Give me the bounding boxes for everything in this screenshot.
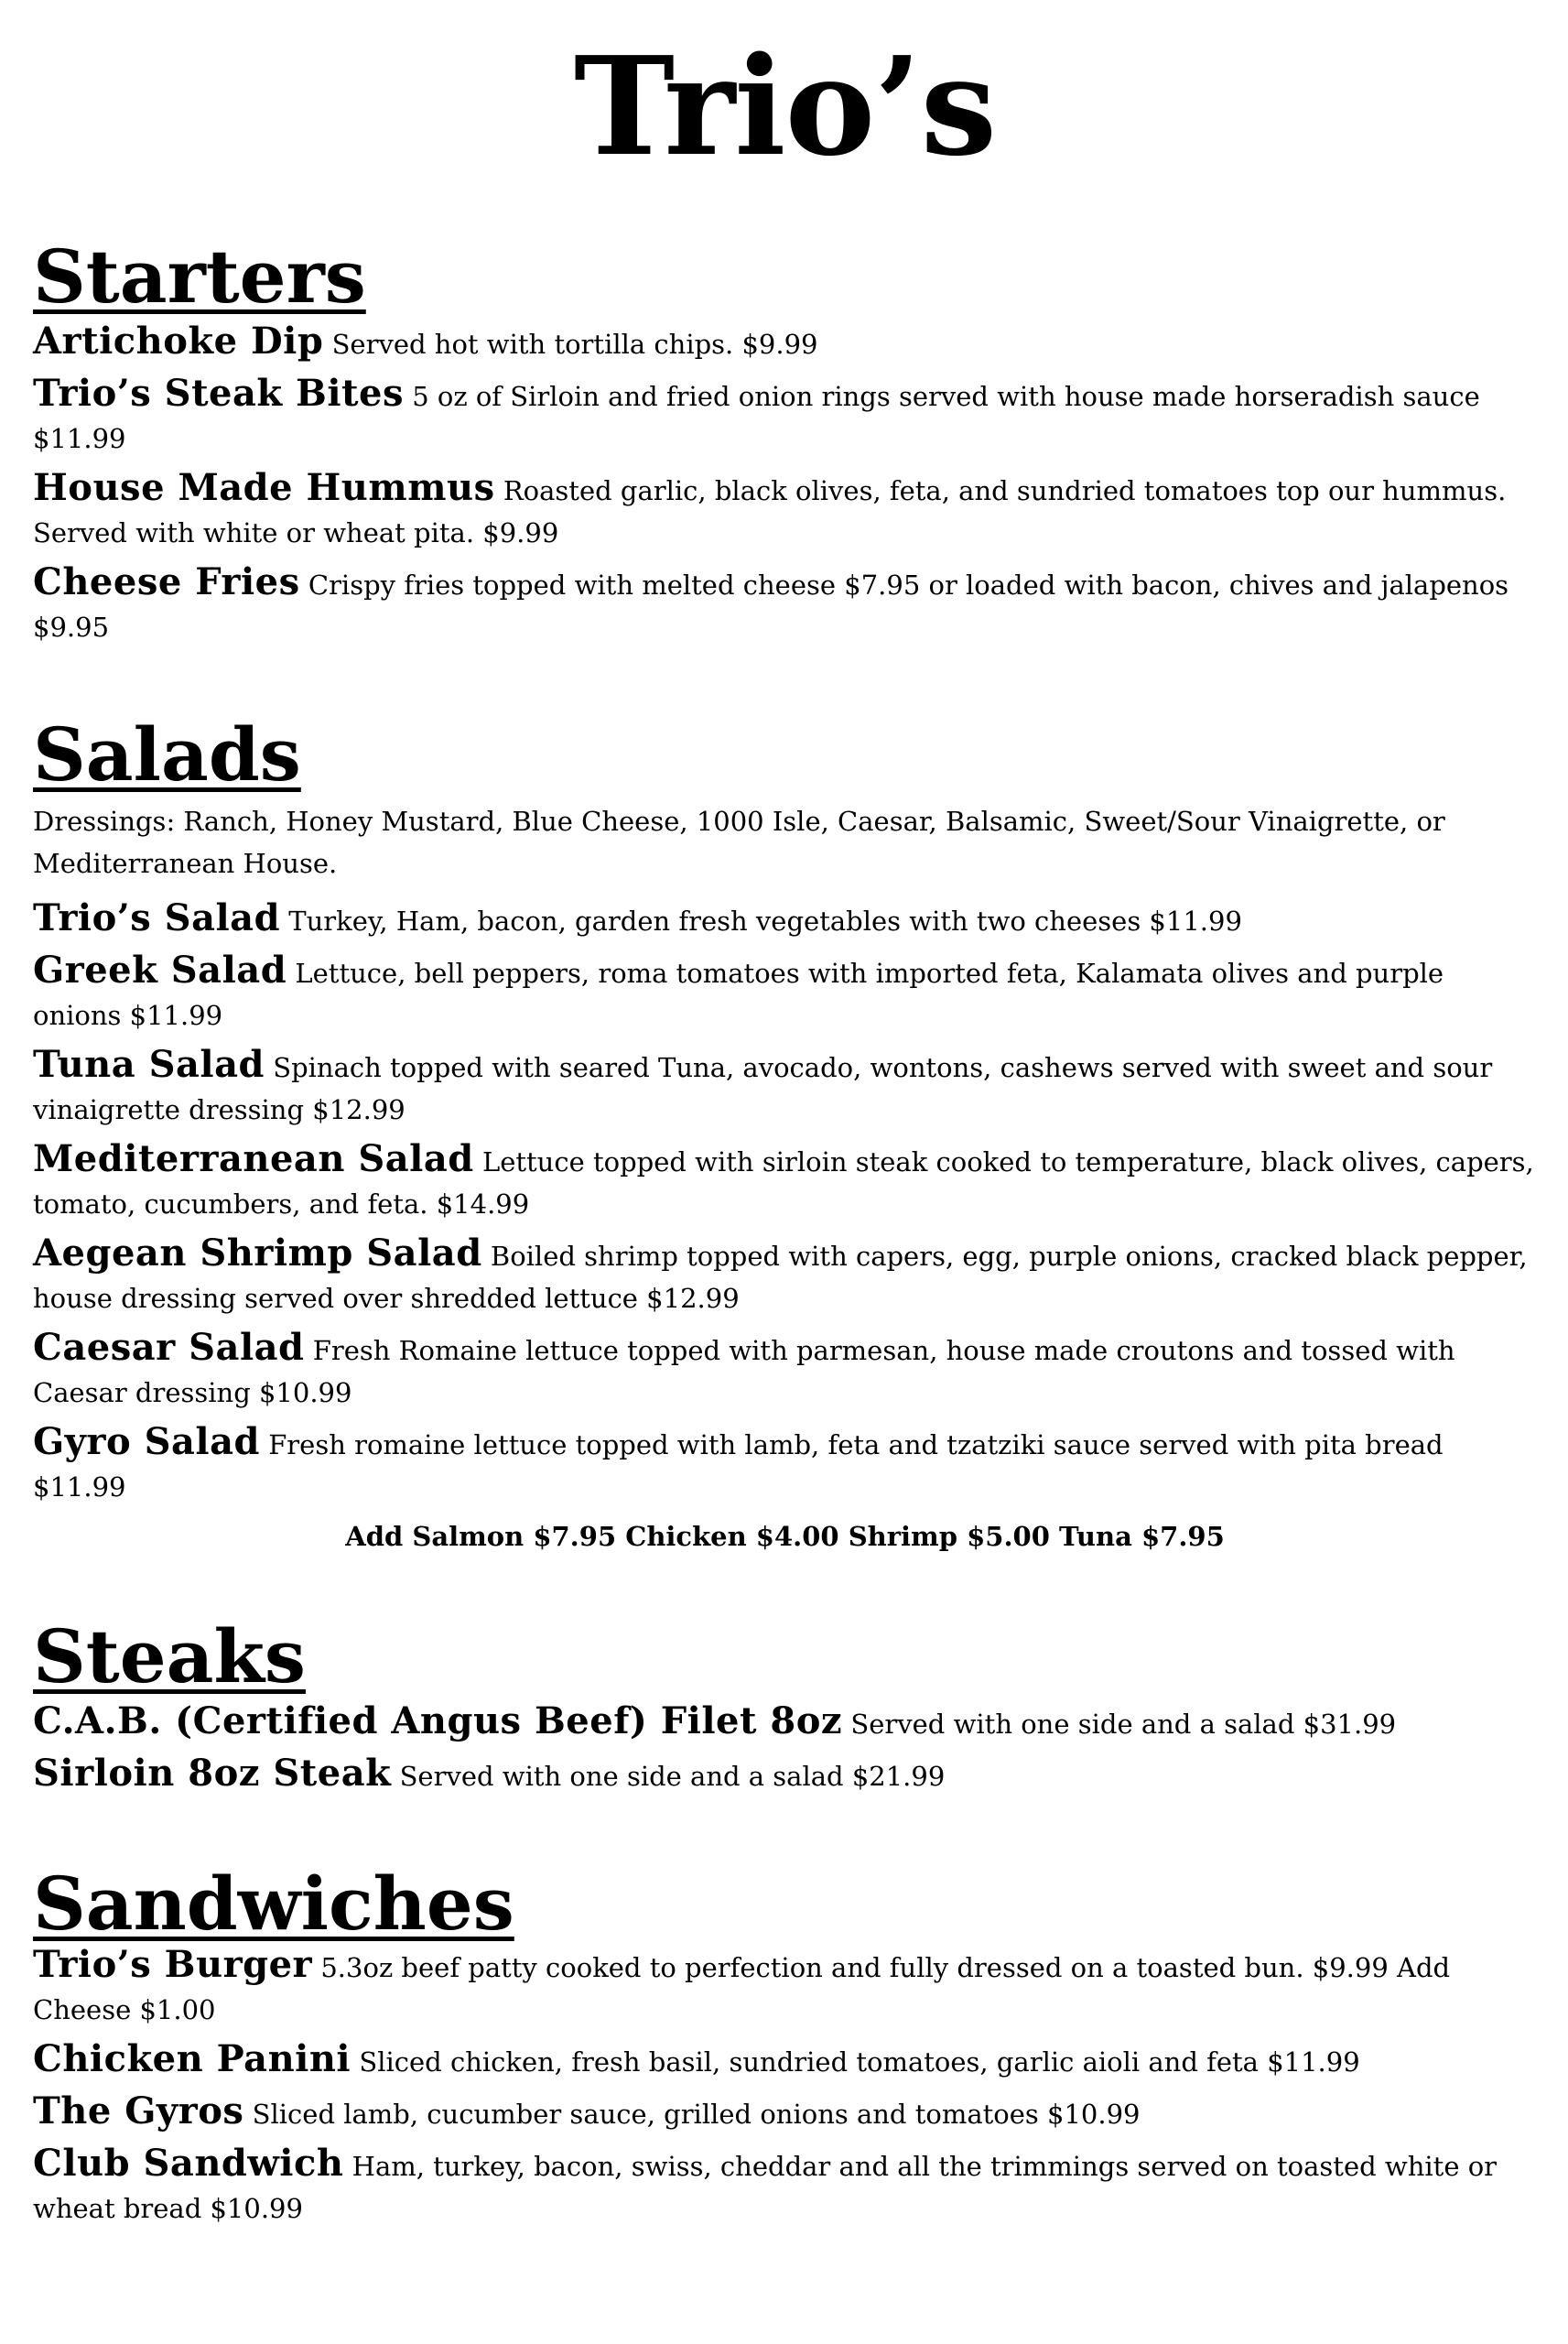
menu-item [33,373,1537,460]
starters-section [33,174,1537,648]
menu-item [33,561,1537,648]
item-name: Caesar Salad [33,1326,305,1369]
item-description: Served with one side and a salad $21.99 [399,1761,946,1792]
item-description: Served with one side and a salad $31.99 [850,1709,1397,1740]
item-description: Fresh Romaine lettuce topped with parmesan, house made croutons and tossed with Caesar dressing $10.99 [33,1335,1455,1408]
starters-heading: Starters [33,233,366,320]
salad-addons: Add Salmon $7.95 Chicken $4.00 Shrimp $5.00 Tuna $7.95 [345,1521,1225,1552]
item-name: Cheese Fries [33,560,300,603]
menu-item [33,2090,1537,2135]
menu-item [33,1044,1537,1131]
menu-item [33,1138,1537,1225]
item-name: House Made Hummus [33,466,495,509]
menu-item [33,1700,1537,1745]
item-description: Fresh romaine lettuce topped with lamb, feta and tzatziki sauce served with pita bread $11.99 [33,1429,1444,1503]
item-name: Trio’s Steak Bites [33,372,404,415]
menu-item [33,467,1537,554]
item-description: Served hot with tortilla chips. $9.99 [331,329,818,360]
menu-item [33,2038,1537,2083]
menu-item [33,897,1537,942]
item-description: Ham, turkey, bacon, swiss, cheddar and all the trimmings served on toasted white or wheat bread $10.99 [33,2151,1498,2224]
steaks-heading: Steaks [33,1613,306,1699]
item-name: The Gyros [33,2089,244,2132]
item-description: Boiled shrimp topped with capers, egg, purple onions, cracked black pepper, house dressing served over shredded lettuce $12.99 [33,1241,1528,1314]
sandwiches-heading: Sandwiches [33,1861,514,1947]
item-name: Gyro Salad [33,1420,260,1463]
item-description: Turkey, Ham, bacon, garden fresh vegetables with two cheeses $11.99 [288,906,1242,937]
menu-item [33,1753,1537,1797]
menu-item [33,2143,1537,2230]
item-description: Sliced chicken, fresh basil, sundried tomatoes, garlic aioli and feta $11.99 [359,2046,1360,2078]
salads-section [33,656,1537,1557]
sandwiches-section [33,1805,1537,2230]
item-name: Aegean Shrimp Salad [33,1232,482,1275]
item-name: Club Sandwich [33,2142,344,2185]
item-description: Sliced lamb, cucumber sauce, grilled onions and tomatoes $10.99 [252,2099,1141,2130]
item-description: 5.3oz beef patty cooked to perfection and fully dressed on a toasted bun. $9.99 Add Cheese $1.00 [33,1952,1451,2025]
item-name: Artichoke Dip [33,320,324,363]
menu-item [33,1421,1537,1508]
item-description: Lettuce topped with sirloin steak cooked to temperature, black olives, capers, tomato, cucumbers, and feta. $14.99 [33,1146,1534,1220]
item-description: 5 oz of Sirloin and fried onion rings served with house made horseradish sauce $11.99 [33,381,1480,454]
item-description: Roasted garlic, black olives, feta, and sundried tomatoes top our hummus. Served with white or wheat pita. $9.99 [33,475,1507,548]
item-description: Lettuce, bell peppers, roma tomatoes with imported feta, Kalamata olives and purple onions $11.99 [33,958,1444,1031]
menu-title: Trio’s [573,27,997,186]
item-description: Spinach topped with seared Tuna, avocado, wontons, cashews served with sweet and sour vinaigrette dressing $12.99 [33,1052,1493,1125]
menu-item [33,1327,1537,1414]
menu-item [33,950,1537,1036]
item-name: Greek Salad [33,949,287,992]
item-name: Sirloin 8oz Steak [33,1752,392,1795]
dressings-note: Dressings: Ranch, Honey Mustard, Blue Cheese, 1000 Isle, Caesar, Balsamic, Sweet/Sour Vinaigrette, or Mediterranean House. [33,806,1445,879]
item-name: Mediterranean Salad [33,1137,474,1180]
item-description: Crispy fries topped with melted cheese $7.95 or loaded with bacon, chives and jalapenos $9.95 [33,570,1509,643]
item-name: Chicken Panini [33,2037,351,2080]
menu-item [33,1232,1537,1319]
menu-item [33,320,1537,365]
item-name: Trio’s Salad [33,896,281,939]
steaks-section [33,1557,1537,1797]
salads-heading: Salads [33,711,301,798]
item-name: Tuna Salad [33,1043,265,1086]
item-name: Trio’s Burger [33,1943,313,1986]
item-name: C.A.B. (Certified Angus Beef) Filet 8oz [33,1699,843,1742]
menu-item [33,1944,1537,2031]
